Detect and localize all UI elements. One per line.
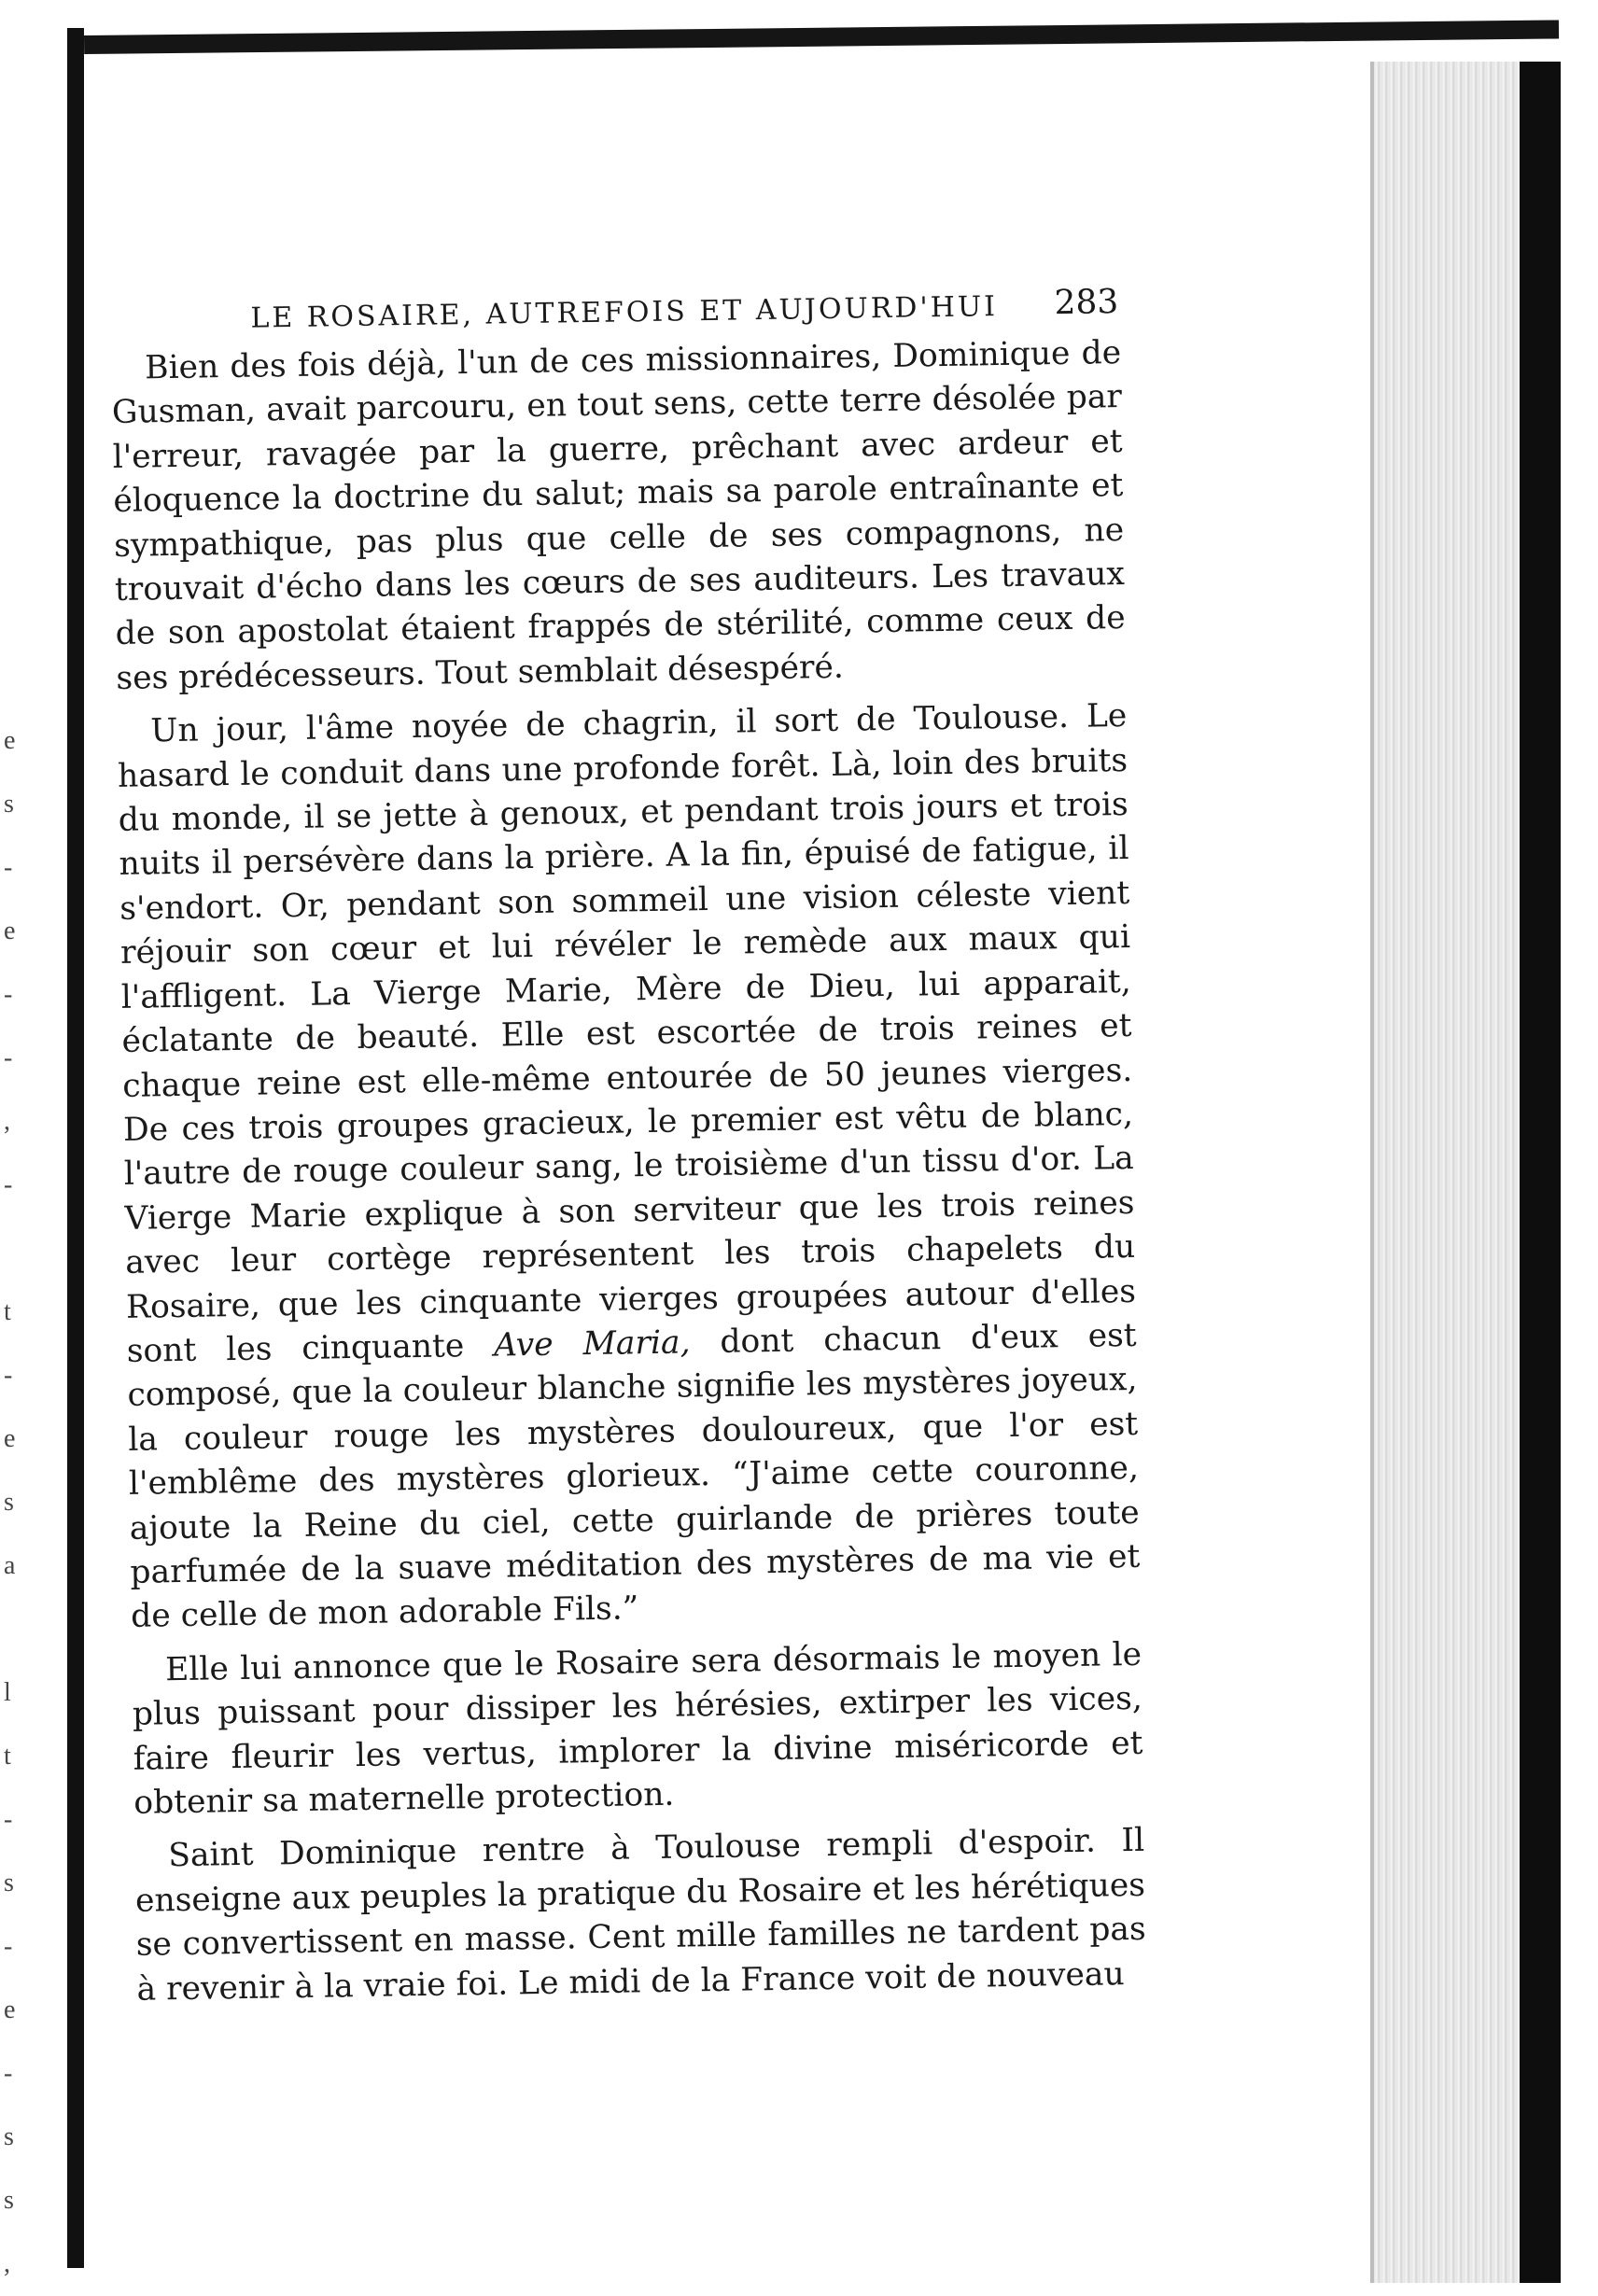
right-shadow-edge: [1520, 62, 1561, 2283]
book-page: [110, 279, 1147, 2012]
paragraph-2-text-a: Un jour, l'âme noyée de chagrin, il sort de Toulouse. Le hasard le conduit dans une profonde forêt. Là, loin des bruits du monde, il se jette à genoux, et pendant trois jours et trois nuits il persévère dans la prière. A la fin, épuisé de fatigue, il s'endort. Or, pendant son sommeil une vision céleste vient réjouir son cœur et lui révéler le remède aux maux qui l'affligent. La Vierge Marie, Mère de Dieu, lui apparait, éclatante de beauté. Elle est escortée de trois reines et chaque reine est elle-même entourée de 50 jeunes vierges. De ces trois groupes gracieux, le premier est vêtu de blanc, l'autre de rouge couleur sang, le troisième d'un tissu d'or. La Vierge Marie explique à son serviteur que les trois reines avec leur cortège représentent les trois chapelets du Rosaire, que les cinquante vierges groupées autour d'elles sont les cinquante: [117, 697, 1137, 1370]
running-title: LE ROSAIRE, AUTREFOIS ET AUJOURD'HUI: [250, 290, 999, 335]
previous-page-letter-fragments: e s - e - - , - t - e s a l t - s - e - s s ,: [4, 726, 16, 2278]
paragraph-2-italic: Ave Maria,: [493, 1323, 691, 1365]
paragraph-2-text-b: dont chacun d'eux est composé, que la couleur blanche signifie les mystères joyeux, la couleur rouge les mystères douloureux, que l'or est l'emblême des mystères glorieux. “J'aime cette couronne, ajoute la Reine du ciel, cette guirlande de prières toute parfumée de la suave méditation des mystères de ma vie et de celle de mon adorable Fils.”: [127, 1316, 1141, 1636]
page-stack-edge: [1370, 62, 1561, 2283]
gutter-shadow: [67, 28, 84, 2268]
paragraph-1: Bien des fois déjà, l'un de ces missionnaires, Dominique de Gusman, avait parcouru, en tout sens, cette terre désolée par l'erreur, ravagée par la guerre, prêchant avec ardeur et éloquence la doctrine du salut; mais sa parole entraînante et sympathique, pas plus que celle de ses compagnons, ne trouvait d'écho dans les cœurs de ses auditeurs. Les travaux de son apostolat étaient frappés de stérilité, comme ceux de ses prédécesseurs. Tout semblait désespéré.: [111, 333, 1126, 697]
paragraph-4: Saint Dominique rentre à Toulouse rempli d'espoir. Il enseigne aux peuples la pratique du Rosaire et les hérétiques se convertissent en masse. Cent mille familles ne tardent pas à revenir à la vraie foi. Le midi de la France voit de nouveau: [134, 1822, 1146, 2009]
paragraph-3: Elle lui annonce que le Rosaire sera désormais le moyen le plus puissant pour dissiper les hérésies, extirper les vices, faire fleurir les vertus, implorer la divine miséricorde et obtenir sa maternelle protection.: [132, 1635, 1143, 1822]
paragraph-2: [117, 694, 1142, 1639]
page-number: 283: [1054, 283, 1119, 323]
top-shadow-edge: [84, 20, 1559, 54]
previous-page-edge: [0, 0, 86, 2292]
